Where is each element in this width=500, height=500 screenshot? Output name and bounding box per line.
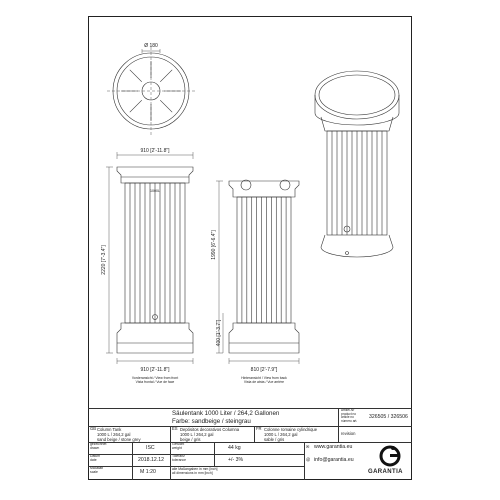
weight-label: Gewicht weight (172, 442, 185, 450)
weight-value: 44 kg (228, 445, 241, 451)
scale-label: Maßstab scale (90, 466, 104, 474)
brand-name: GARANTIA (368, 469, 403, 475)
front-height-label: 2220 [7'-3.4"] (101, 245, 107, 275)
capacity-label: 1000L (150, 189, 160, 193)
mail-icon: ✉ (306, 444, 310, 449)
back-caption: Hinteransicht / View from back Vista de atrás / Vue arrière (241, 376, 287, 384)
front-view (106, 152, 193, 364)
email-icon: @ (306, 457, 311, 462)
lang-code-fr: FR (256, 426, 262, 431)
units-note: alle Maßangaben in mm [inch] all dimensions in mm [inch] (172, 467, 218, 475)
lang-es: Depósitos decorativos Columna 1000 L / 264,2 gal beige / gris (180, 427, 240, 442)
drawn-label: gezeichnet drawn (90, 442, 107, 450)
lid-rib (160, 100, 172, 112)
back-view (216, 180, 299, 364)
revision-label: revision (341, 431, 356, 436)
tolerance-label: Toleranz tolerance (172, 454, 186, 462)
lang-en: Column Tank 1000 L / 264,2 gal sand beige / stone grey (97, 427, 141, 442)
back-bottom-width-label: 810 [2'-7.9"] (250, 367, 278, 373)
tolerance-value: +/- 3% (228, 457, 244, 463)
lid-rib (130, 100, 142, 112)
lid-rib (160, 70, 172, 82)
lang-code-es: ES (172, 426, 178, 431)
front-caption: Vorderansicht / View from front Vista frontal / Vue de face (131, 376, 179, 384)
top-diameter-label: Ø 180 (144, 43, 158, 49)
lid-rib (130, 70, 142, 82)
garantia-logo-icon (378, 444, 402, 468)
front-width-label: 910 [2'-11.8"] (140, 148, 170, 154)
date-label: Datum date (90, 454, 100, 462)
website: www.garantia.eu (314, 444, 353, 450)
article-number-label: Artikel-Nr product no article no número art. (341, 408, 358, 424)
color-line: Farbe: sandbeige / steingrau (172, 418, 251, 425)
back-height-label: 1990 [6'-6.4"] (211, 230, 217, 260)
drawn-value: ISC (146, 445, 155, 451)
top-view (107, 47, 195, 135)
date-value: 2018.12.12 (138, 457, 164, 463)
product-title: Säulentank 1000 Liter / 264,2 Gallonen (172, 410, 280, 417)
lang-code-en: GB (90, 426, 97, 431)
article-numbers: 326505 / 326506 (369, 414, 408, 420)
perspective-view (315, 71, 399, 257)
back-base-height-label: 400 [1'-3.7"] (216, 319, 222, 347)
lang-fr: Colonne romaine cylindrique 1000 L / 264,2 gal sable / gris (264, 427, 318, 442)
technical-drawing (89, 17, 411, 409)
email: info@garantia.eu (314, 457, 354, 463)
title-block (88, 408, 412, 480)
scale-value: M 1:20 (140, 469, 156, 475)
front-bottom-width-label: 910 [2'-11.8"] (140, 367, 170, 373)
